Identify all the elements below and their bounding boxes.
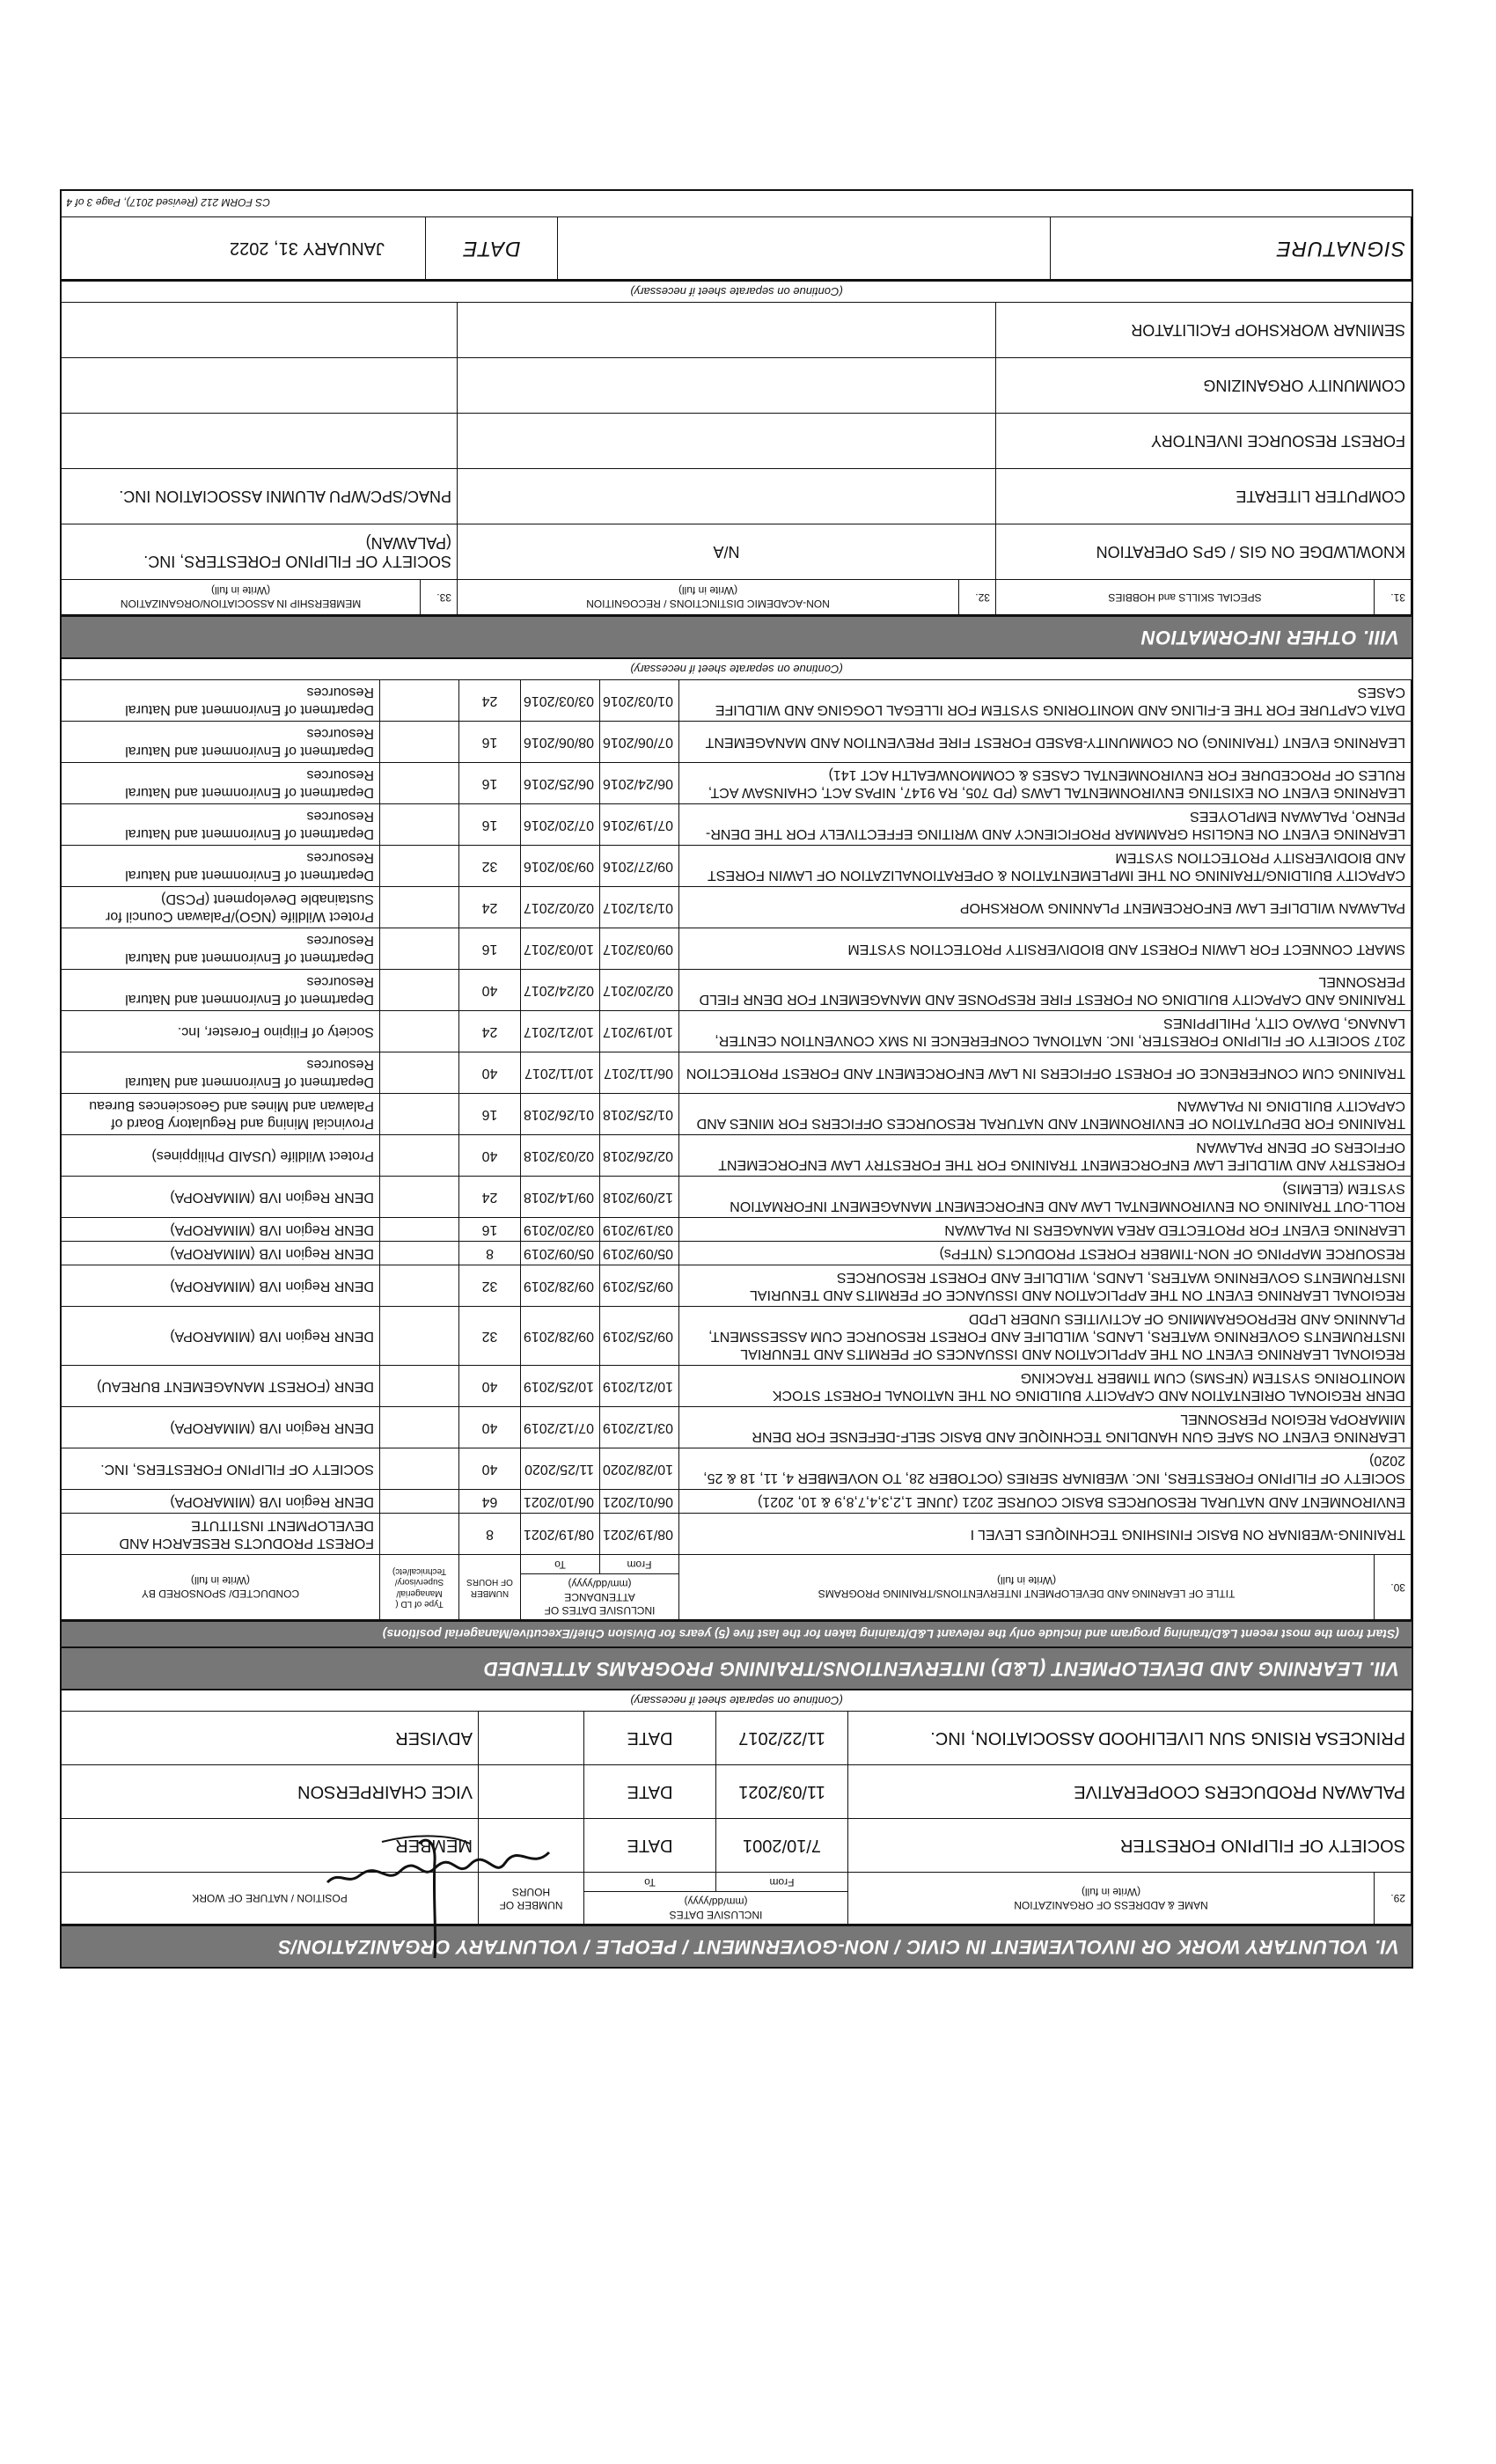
form-footer xyxy=(62,191,1412,217)
ld-hours-cell: 40 xyxy=(458,1448,520,1490)
ld-title-cell: DATA CAPTURE FOR THE E-FILING AND MONITORING SYSTEM FOR ILLEGAL LOGGING AND WILDLIFE CASES xyxy=(679,680,1412,722)
section-vii-continue-note: (Continue on separate sheet if necessary) xyxy=(62,657,1412,679)
section-viii-continue-note: (Continue on separate sheet if necessary) xyxy=(62,280,1412,302)
ld-hours-cell: 32 xyxy=(458,846,520,887)
ld-to-cell: 03/03/2016 xyxy=(520,680,599,722)
ld-hours-cell: 40 xyxy=(458,1052,520,1094)
ld-title-cell: LEARNING EVENT FOR PROTECTED AREA MANAGERS IN PALAWAN xyxy=(679,1218,1412,1242)
ld-type-cell xyxy=(379,1490,458,1514)
ld-hours-cell: 16 xyxy=(458,1094,520,1135)
ld-title-cell: SOCIETY OF FILIPINO FORESTERS, INC. WEBINAR SERIES (OCTOBER 28, TO NOVEMBER 4, 11, 18 & 25, 2020) xyxy=(679,1448,1412,1490)
col-sponsor-sub: (Write in full) xyxy=(190,1574,251,1588)
date-label: DATE xyxy=(426,217,558,280)
table-row xyxy=(61,1514,1411,1555)
ld-type-cell xyxy=(379,887,458,928)
section-vii-title: VII. LEARNING AND DEVELOPMENT (L&D) INTERVENTIONS/TRAINING PROGRAMS ATTENDED xyxy=(483,1658,1399,1680)
ld-sponsor-cell: Department of Environment and Natural Resources xyxy=(61,846,379,887)
ld-title-cell: PALAWAN WILDLIFE LAW ENFORCEMENT PLANNING WORKSHOP xyxy=(679,887,1412,928)
ld-hours-cell: 32 xyxy=(458,1307,520,1366)
col-distinction-sub: (Write in full) xyxy=(678,584,738,598)
ld-from-cell: 10/19/2017 xyxy=(600,1011,679,1052)
ld-from-cell: 06/01/2021 xyxy=(600,1490,679,1514)
ld-title-cell: TRAINING CUM CONFERENCE OF FOREST OFFICERS IN LAW ENFORCEMENT AND FOREST PROTECTION xyxy=(679,1052,1412,1094)
skill-cell: COMPUTER LITERATE xyxy=(996,469,1412,524)
ld-hours-cell: 40 xyxy=(458,970,520,1011)
signature-field xyxy=(558,217,1051,280)
col-distinction-header xyxy=(458,580,959,615)
ld-to-cell: 01/26/2018 xyxy=(520,1094,599,1135)
col-distinction-label: NON-ACADEMIC DISTINCTIONS / RECOGNITION xyxy=(586,598,830,611)
distinction-cell: N/A xyxy=(458,524,996,580)
ld-to-cell: 09/28/2019 xyxy=(520,1265,599,1307)
ld-hours-cell: 16 xyxy=(458,804,520,846)
ld-hours-cell: 24 xyxy=(458,1011,520,1052)
ld-type-cell xyxy=(379,1407,458,1448)
ld-to-cell: 06/10/2021 xyxy=(520,1490,599,1514)
from-cell: 11/03/2021 xyxy=(716,1765,848,1819)
ld-hours-cell: 16 xyxy=(458,928,520,970)
table-row xyxy=(61,1307,1411,1366)
to-cell: DATE xyxy=(584,1819,716,1873)
ld-from-cell: 02/26/2018 xyxy=(600,1135,679,1177)
ld-title-cell: LEARNING EVENT ON SAFE GUN HANDLING TECHNIQUE AND BASIC SELF-DEFENSE FOR DENR MIMAROPA REGION PERSONNEL xyxy=(679,1407,1412,1448)
col-to-header: To xyxy=(584,1873,716,1892)
table-row xyxy=(61,1218,1411,1242)
table-row xyxy=(61,804,1411,846)
ld-sponsor-cell: Protect Wildlife (NGO)/Palawan Council for Sustainable Development (PCSD) xyxy=(61,887,379,928)
ld-sponsor-cell: FOREST PRODUCTS RESEARCH AND DEVELOPMENT INSTITUTE xyxy=(61,1514,379,1555)
signature-table xyxy=(61,191,1412,280)
ld-from-cell: 02/20/2017 xyxy=(600,970,679,1011)
col-29-number: 29. xyxy=(1375,1873,1412,1925)
org-cell: PALAWAN PRODUCERS COOPERATIVE xyxy=(848,1765,1412,1819)
col-30-number: 30. xyxy=(1375,1555,1412,1620)
ld-from-cell: 07/06/2016 xyxy=(600,722,679,763)
ld-to-cell: 10/03/2017 xyxy=(520,928,599,970)
col-ld-to-header: To xyxy=(520,1555,599,1574)
handwritten-signature xyxy=(320,1817,567,1967)
table-row xyxy=(61,1052,1411,1094)
ld-title-cell: FORESTRY AND WILDLIFE LAW ENFORCEMENT TRAINING FOR THE FORESTRY LAW ENFORCEMENT OFFICERS OF DENR PALAWAN xyxy=(679,1135,1412,1177)
col-org-header xyxy=(848,1873,1375,1925)
ld-to-cell: 06/25/2016 xyxy=(520,763,599,804)
col-membership-label: MEMBERSHIP IN ASSOCIATION/ORGANIZATION xyxy=(120,598,362,611)
ld-from-cell: 10/28/2020 xyxy=(600,1448,679,1490)
table-row xyxy=(61,722,1411,763)
position-cell: MEMBER xyxy=(62,1819,479,1873)
ld-from-cell: 03/12/2019 xyxy=(600,1407,679,1448)
ld-to-cell: 08/19/2021 xyxy=(520,1514,599,1555)
col-sponsor-header xyxy=(61,1555,379,1620)
ld-sponsor-cell: Protect Wildlife (USAID Philippines) xyxy=(61,1135,379,1177)
section-vii-header xyxy=(62,1646,1412,1689)
table-row xyxy=(62,414,1412,469)
ld-hours-cell: 16 xyxy=(458,763,520,804)
position-cell: ADVISER xyxy=(62,1712,479,1765)
ld-title-cell: REGIONAL LEARNING EVENT ON THE APPLICATION AND ISSUANCES OF PERMITS AND TENURIAL INSTRUMENTS GOVERNING WATERS, LANDS, WILDLIFE AND FOREST RESOURCE CUM ASSESSMENT, PLANNING AND REPROGRAMMING OF ACTIVITIES UNDER LPDD xyxy=(679,1307,1412,1366)
ld-sponsor-cell: DENR Region IVB (MIMAROPA) xyxy=(61,1218,379,1242)
ld-from-cell: 01/03/2016 xyxy=(600,680,679,722)
ld-title-cell: TRAINING FOR DEPUTATION OF ENVIRONMENT AND NATURAL RESOURCES OFFICERS FOR MINES AND CAPACITY BUILDING IN PALAWAN xyxy=(679,1094,1412,1135)
org-cell: PRINCESA RISING SUN LIVELIHOOD ASSOCIATION, INC. xyxy=(848,1712,1412,1765)
col-ld-hours-header: NUMBER OF HOURS xyxy=(458,1555,520,1620)
table-row xyxy=(62,1712,1412,1765)
ld-hours-cell: 64 xyxy=(458,1490,520,1514)
section-vi-header xyxy=(62,1925,1412,1967)
ld-from-cell: 12/09/2018 xyxy=(600,1177,679,1218)
distinction-cell xyxy=(458,358,996,414)
ld-from-cell: 01/31/2017 xyxy=(600,887,679,928)
ld-type-cell xyxy=(379,1052,458,1094)
form-footer-text: CS FORM 212 (Revised 2017), Page 3 of 4 xyxy=(66,196,270,209)
col-sponsor-label: CONDUCTED/ SPONSORED BY xyxy=(141,1588,300,1601)
ld-type-cell xyxy=(379,804,458,846)
membership-cell xyxy=(62,358,458,414)
section-viii-header xyxy=(62,615,1412,657)
table-row xyxy=(62,1765,1412,1819)
skill-cell: KNOWLWDGE ON GIS / GPS OPERATION xyxy=(996,524,1412,580)
membership-cell xyxy=(62,303,458,358)
from-cell: 11/22/2017 xyxy=(716,1712,848,1765)
ld-type-cell xyxy=(379,1218,458,1242)
skill-cell: FOREST RESOURCE INVENTORY xyxy=(996,414,1412,469)
ld-from-cell: 06/11/2017 xyxy=(600,1052,679,1094)
ld-sponsor-cell: DENR Region IVB (MIMAROPA) xyxy=(61,1242,379,1265)
ld-to-cell: 03/20/2019 xyxy=(520,1218,599,1242)
ld-hours-cell: 8 xyxy=(458,1514,520,1555)
ld-hours-cell: 40 xyxy=(458,1366,520,1407)
learning-development-table xyxy=(61,679,1412,1620)
section-vii-instruction: (Start from the most recent L&D/training program and include only the relevant L&D/training taken for the last five (5) years for Division Chief/Executive/Managerial positions) xyxy=(62,1620,1412,1646)
col-attendance-label: INCLUSIVE DATES OF ATTENDANCE xyxy=(544,1591,656,1617)
col-org-label: NAME & ADDRESS OF ORGANIZATION xyxy=(1014,1899,1208,1911)
ld-title-cell: ROLL-OUT TRAINING ON ENVIRONMENTAL LAW AND ENFORCEMENT MANAGEMENT INFORMATION SYSTEM (ELEMIS) xyxy=(679,1177,1412,1218)
ld-to-cell: 02/24/2017 xyxy=(520,970,599,1011)
ld-type-cell xyxy=(379,763,458,804)
col-title-header xyxy=(679,1555,1375,1620)
ld-title-cell: ENVIRONMENT AND NATURAL RESOURCES BASIC COURSE 2021 (JUNE 1,2,3,4,7,8,9 & 10, 2021) xyxy=(679,1490,1412,1514)
table-row xyxy=(61,1242,1411,1265)
ld-type-cell xyxy=(379,1242,458,1265)
ld-type-cell xyxy=(379,1011,458,1052)
col-position-header: POSITION / NATURE OF WORK xyxy=(62,1873,479,1925)
ld-sponsor-cell: Department of Environment and Natural Resources xyxy=(61,928,379,970)
ld-from-cell: 09/25/2019 xyxy=(600,1265,679,1307)
membership-cell: SOCIETY OF FILIPINO FORESTERS, INC. (PALAWAN) xyxy=(62,524,458,580)
ld-to-cell: 02/03/2018 xyxy=(520,1135,599,1177)
ld-title-cell: DENR REGIONAL ORIENTATION AND CAPACITY BUILDING ON THE NATIONAL FOREST STOCK MONITORING SYSTEM (NFSMS) CUM TIMBER TRACKING xyxy=(679,1366,1412,1407)
membership-cell: PNAC/SPC/WPU ALUMNI ASSOCIATION INC. xyxy=(62,469,458,524)
table-row xyxy=(61,928,1411,970)
col-ld-type-header: Type of LD ( Managerial/ Supervisory/ Technical/etc) xyxy=(379,1555,458,1620)
ld-to-cell: 09/30/2016 xyxy=(520,846,599,887)
ld-type-cell xyxy=(379,1135,458,1177)
ld-from-cell: 06/24/2016 xyxy=(600,763,679,804)
table-row xyxy=(62,524,1412,580)
ld-type-cell xyxy=(379,1366,458,1407)
ld-from-cell: 09/27/2016 xyxy=(600,846,679,887)
col-org-sub: (Write in full) xyxy=(1081,1886,1141,1898)
table-row xyxy=(62,469,1412,524)
distinction-cell xyxy=(458,414,996,469)
ld-type-cell xyxy=(379,1514,458,1555)
table-row xyxy=(62,303,1412,358)
ld-title-cell: CAPACITY BUILDING/TRAINING ON THE IMPLEMENTATION & OPERATIONALIZATION OF LAWIN FOREST AND BIODIVERSITY PROTECTION SYSTEM xyxy=(679,846,1412,887)
ld-to-cell: 02/02/2017 xyxy=(520,887,599,928)
col-ld-from-header: From xyxy=(600,1555,679,1574)
ld-from-cell: 05/09/2019 xyxy=(600,1242,679,1265)
ld-sponsor-cell: Department of Environment and Natural Resources xyxy=(61,804,379,846)
table-row xyxy=(61,1135,1411,1177)
ld-to-cell: 10/25/2019 xyxy=(520,1366,599,1407)
ld-hours-cell: 24 xyxy=(458,680,520,722)
ld-type-cell xyxy=(379,846,458,887)
table-row xyxy=(61,1407,1411,1448)
date-value: JANUARY 31, 2022 xyxy=(229,238,385,259)
ld-sponsor-cell: DENR Region IVB (MIMAROPA) xyxy=(61,1177,379,1218)
ld-hours-cell: 8 xyxy=(458,1242,520,1265)
skill-cell: SEMINAR WORKSHOP FACILITATOR xyxy=(996,303,1412,358)
ld-from-cell: 07/19/2016 xyxy=(600,804,679,846)
ld-type-cell xyxy=(379,1307,458,1366)
date-field xyxy=(62,217,426,280)
ld-type-cell xyxy=(379,970,458,1011)
col-from-header: From xyxy=(716,1873,848,1892)
ld-rows xyxy=(61,680,1411,1555)
distinction-cell xyxy=(458,469,996,524)
ld-to-cell: 10/11/2017 xyxy=(520,1052,599,1094)
voluntary-work-table xyxy=(61,1711,1412,1925)
to-cell: DATE xyxy=(584,1712,716,1765)
ld-title-cell: REGIONAL LEARNING EVENT ON THE APPLICATION AND ISSUANCE OF PERMITS AND TENURIAL INSTRUMENTS GOVERNING WATERS, LANDS, WILDLIFE AND FOREST RESOURCES xyxy=(679,1265,1412,1307)
ld-sponsor-cell: Department of Environment and Natural Resources xyxy=(61,970,379,1011)
table-row xyxy=(61,846,1411,887)
ld-from-cell: 03/19/2019 xyxy=(600,1218,679,1242)
ld-sponsor-cell: Department of Environment and Natural Resources xyxy=(61,722,379,763)
table-row xyxy=(62,1819,1412,1873)
col-membership-sub: (Write in full) xyxy=(210,584,271,598)
table-row xyxy=(61,887,1411,928)
ld-to-cell: 10/21/2017 xyxy=(520,1011,599,1052)
col-31-number: 31. xyxy=(1375,580,1412,615)
table-row xyxy=(61,970,1411,1011)
skill-cell: COMMUNITY ORGANIZING xyxy=(996,358,1412,414)
other-info-rows xyxy=(62,303,1412,580)
table-row xyxy=(61,1366,1411,1407)
col-33-number: 33. xyxy=(421,580,458,615)
ld-hours-cell: 24 xyxy=(458,887,520,928)
ld-title-cell: SMART CONNECT FOR LAWIN FOREST AND BIODIVERSITY PROTECTION SYSTEM xyxy=(679,928,1412,970)
col-dates-header xyxy=(584,1892,848,1925)
pds-page-3-form xyxy=(60,189,1413,1969)
col-title-label: TITLE OF LEARNING AND DEVELOPMENT INTERVENTIONS/TRAINING PROGRAMS xyxy=(818,1588,1236,1601)
ld-sponsor-cell: DENR Region IVB (MIMAROPA) xyxy=(61,1265,379,1307)
ld-to-cell: 07/20/2016 xyxy=(520,804,599,846)
ld-title-cell: RESOURCE MAPPING OF NON-TIMBER FOREST PRODUCTS (NTFPs) xyxy=(679,1242,1412,1265)
ld-to-cell: 09/14/2018 xyxy=(520,1177,599,1218)
ld-hours-cell: 24 xyxy=(458,1177,520,1218)
ld-sponsor-cell: DENR Region IVB (MIMAROPA) xyxy=(61,1307,379,1366)
from-cell: 7/10/2001 xyxy=(716,1819,848,1873)
ld-from-cell: 09/03/2017 xyxy=(600,928,679,970)
col-skills-header: SPECIAL SKILLS and HOBBIES xyxy=(996,580,1375,615)
ld-from-cell: 09/25/2019 xyxy=(600,1307,679,1366)
ld-from-cell: 10/21/2019 xyxy=(600,1366,679,1407)
ld-sponsor-cell: SOCIETY OF FILIPINO FORESTERS, INC. xyxy=(61,1448,379,1490)
ld-to-cell: 07/12/2019 xyxy=(520,1407,599,1448)
distinction-cell xyxy=(458,303,996,358)
ld-title-cell: LEARNING EVENT (TRAINING) ON COMMUNITY-BASED FOREST FIRE PREVENTION AND MANAGEMENT xyxy=(679,722,1412,763)
table-row xyxy=(61,1094,1411,1135)
table-row xyxy=(61,1490,1411,1514)
position-cell: VICE CHAIRPERSON xyxy=(62,1765,479,1819)
table-row xyxy=(61,763,1411,804)
ld-hours-cell: 40 xyxy=(458,1135,520,1177)
col-dates-sub: (mm/dd/yyyy) xyxy=(684,1896,748,1908)
ld-hours-cell: 40 xyxy=(458,1407,520,1448)
ld-hours-cell: 16 xyxy=(458,722,520,763)
ld-title-cell: LEARNING EVENT ON EXISTING ENVIRONMENTAL LAWS (PD 705, RA 9147, NIPAS ACT, CHAINSAW ACT, RULES OF PROCEDURE FOR ENVIRONMENTAL CASES & COMMONWEALTH ACT 141) xyxy=(679,763,1412,804)
signature-label: SIGNATURE xyxy=(1051,217,1412,280)
ld-to-cell: 08/06/2016 xyxy=(520,722,599,763)
membership-cell xyxy=(62,414,458,469)
ld-title-cell: LEARNING EVENT ON ENGLISH GRAMMAR PROFICIENCY AND WRITING EFFECTIVELY FOR THE DENR-PENRO, PALAWAN EMPLOYEES xyxy=(679,804,1412,846)
other-information-table xyxy=(61,302,1412,615)
section-vi-continue-note: (Continue on separate sheet if necessary) xyxy=(62,1689,1412,1711)
ld-sponsor-cell: DENR Region IVB (MIMAROPA) xyxy=(61,1490,379,1514)
to-cell: DATE xyxy=(584,1765,716,1819)
ld-type-cell xyxy=(379,928,458,970)
table-row xyxy=(61,1177,1411,1218)
ld-sponsor-cell: Provincial Mining and Regulatory Board of Palawan and Mines and Geosciences Bureau xyxy=(61,1094,379,1135)
table-row xyxy=(62,358,1412,414)
ld-sponsor-cell: DENR (FOREST MANAGEMENT BUREAU) xyxy=(61,1366,379,1407)
table-row xyxy=(61,1011,1411,1052)
ld-title-cell: TRAINING AND CAPACITY BUILDING ON FOREST FIRE RESPONSE AND MANAGEMENT FOR DENR FIELD PERSONNEL xyxy=(679,970,1412,1011)
col-title-sub: (Write in full) xyxy=(996,1574,1057,1588)
ld-type-cell xyxy=(379,1448,458,1490)
ld-sponsor-cell: Society of Filipino Forester, Inc. xyxy=(61,1011,379,1052)
table-row xyxy=(61,1265,1411,1307)
section-vi-title: VI. VOLUNTARY WORK OR INVOLVEMENT IN CIVIC / NON-GOVERNMENT / PEOPLE / VOLUNTARY ORGANIZATION/S xyxy=(277,1936,1399,1958)
ld-hours-cell: 32 xyxy=(458,1265,520,1307)
hours-cell xyxy=(479,1712,584,1765)
ld-from-cell: 08/19/2021 xyxy=(600,1514,679,1555)
ld-sponsor-cell: DENR Region IVB (MIMAROPA) xyxy=(61,1407,379,1448)
ld-type-cell xyxy=(379,1177,458,1218)
org-cell: SOCIETY OF FILIPINO FORESTER xyxy=(848,1819,1412,1873)
ld-title-cell: 2017 SOCIETY OF FILIPINO FORESTER, INC. NATIONAL CONFERENCE IN SMX CONVENTION CENTER, LANANG, DAVAO CITY, PHILIPPINES xyxy=(679,1011,1412,1052)
ld-to-cell: 09/28/2019 xyxy=(520,1307,599,1366)
col-attendance-header xyxy=(520,1574,678,1620)
col-32-number: 32. xyxy=(959,580,996,615)
col-attendance-sub: (mm/dd/yyyy) xyxy=(568,1578,632,1590)
col-dates-label: INCLUSIVE DATES xyxy=(669,1909,763,1921)
section-viii-title: VIII. OTHER INFORMATION xyxy=(1140,627,1399,649)
ld-type-cell xyxy=(379,1094,458,1135)
ld-hours-cell: 16 xyxy=(458,1218,520,1242)
hours-cell xyxy=(479,1765,584,1819)
col-hours-header: NUMBER OF HOURS xyxy=(479,1873,584,1925)
table-row xyxy=(61,1448,1411,1490)
ld-sponsor-cell: Department of Environment and Natural Resources xyxy=(61,763,379,804)
ld-type-cell xyxy=(379,722,458,763)
table-row xyxy=(61,680,1411,722)
ld-sponsor-cell: Department of Environment and Natural Resources xyxy=(61,680,379,722)
ld-type-cell xyxy=(379,680,458,722)
ld-type-cell xyxy=(379,1265,458,1307)
ld-to-cell: 11/25/2020 xyxy=(520,1448,599,1490)
ld-from-cell: 01/25/2018 xyxy=(600,1094,679,1135)
col-membership-header xyxy=(62,580,421,615)
ld-sponsor-cell: Department of Environment and Natural Resources xyxy=(61,1052,379,1094)
ld-to-cell: 05/09/2019 xyxy=(520,1242,599,1265)
ld-title-cell: TRAINING-WEBINAR ON BASIC FINISHING TECHNIQUES LEVEL I xyxy=(679,1514,1412,1555)
